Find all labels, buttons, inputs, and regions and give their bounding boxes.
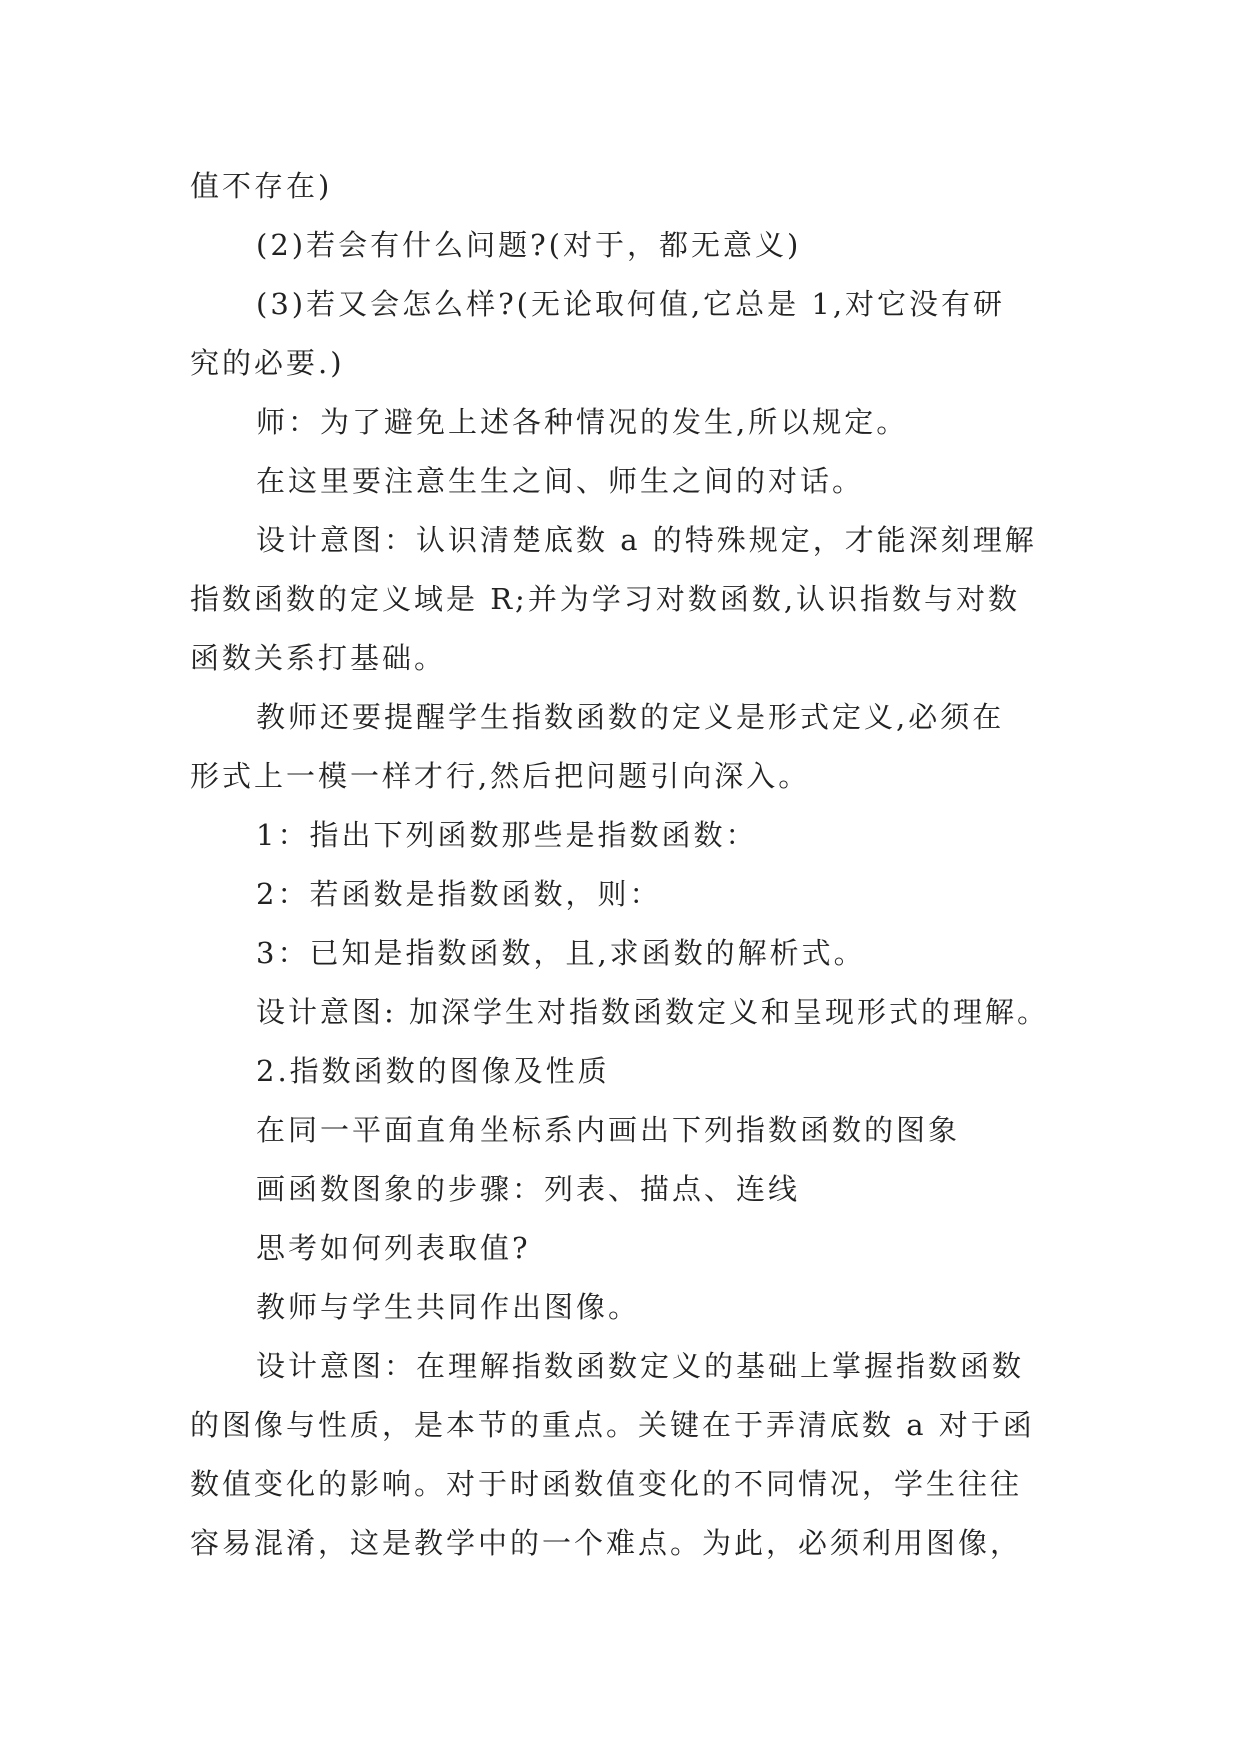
- text-line: 形式上一模一样才行,然后把问题引向深入。: [190, 759, 811, 793]
- text-line: 的图像与性质，是本节的重点。关键在于弄清底数 a 对于函: [190, 1408, 1035, 1442]
- text-line: 在同一平面直角坐标系内画出下列指数函数的图象: [256, 1113, 961, 1147]
- text-line: 设计意图：认识清楚底数 a 的特殊规定，才能深刻理解: [256, 523, 1037, 557]
- text-line: 教师还要提醒学生指数函数的定义是形式定义,必须在: [256, 700, 1005, 734]
- text-line: 2.指数函数的图像及性质: [256, 1054, 610, 1088]
- text-line: 指数函数的定义域是 R;并为学习对数函数,认识指数与对数: [190, 582, 1021, 616]
- text-line: 容易混淆，这是教学中的一个难点。为此，必须利用图像，: [190, 1526, 1023, 1560]
- text-line: 数值变化的影响。对于时函数值变化的不同情况，学生往往: [190, 1467, 1023, 1501]
- text-line: 1：指出下列函数那些是指数函数：: [256, 818, 758, 852]
- text-line: 值不存在): [190, 169, 333, 203]
- text-line: 究的必要.): [190, 346, 345, 380]
- text-line: 思考如何列表取值?: [256, 1231, 531, 1265]
- text-line: 教师与学生共同作出图像。: [256, 1290, 641, 1324]
- text-line: 画函数图象的步骤：列表、描点、连线: [256, 1172, 801, 1206]
- text-line: 3：已知是指数函数，且,求函数的解析式。: [256, 936, 866, 970]
- text-line: (2)若会有什么问题?(对于，都无意义): [256, 228, 802, 262]
- text-line: 函数关系打基础。: [190, 641, 447, 675]
- text-line: 设计意图: 加深学生对指数函数定义和呈现形式的理解。: [256, 995, 1049, 1029]
- text-line: 师：为了避免上述各种情况的发生,所以规定。: [256, 405, 909, 439]
- text-line: 2：若函数是指数函数，则：: [256, 877, 662, 911]
- text-line: 设计意图：在理解指数函数定义的基础上掌握指数函数: [256, 1349, 1025, 1383]
- text-line: 在这里要注意生生之间、师生之间的对话。: [256, 464, 865, 498]
- text-line: (3)若又会怎么样?(无论取何值,它总是 1,对它没有研: [256, 287, 1006, 321]
